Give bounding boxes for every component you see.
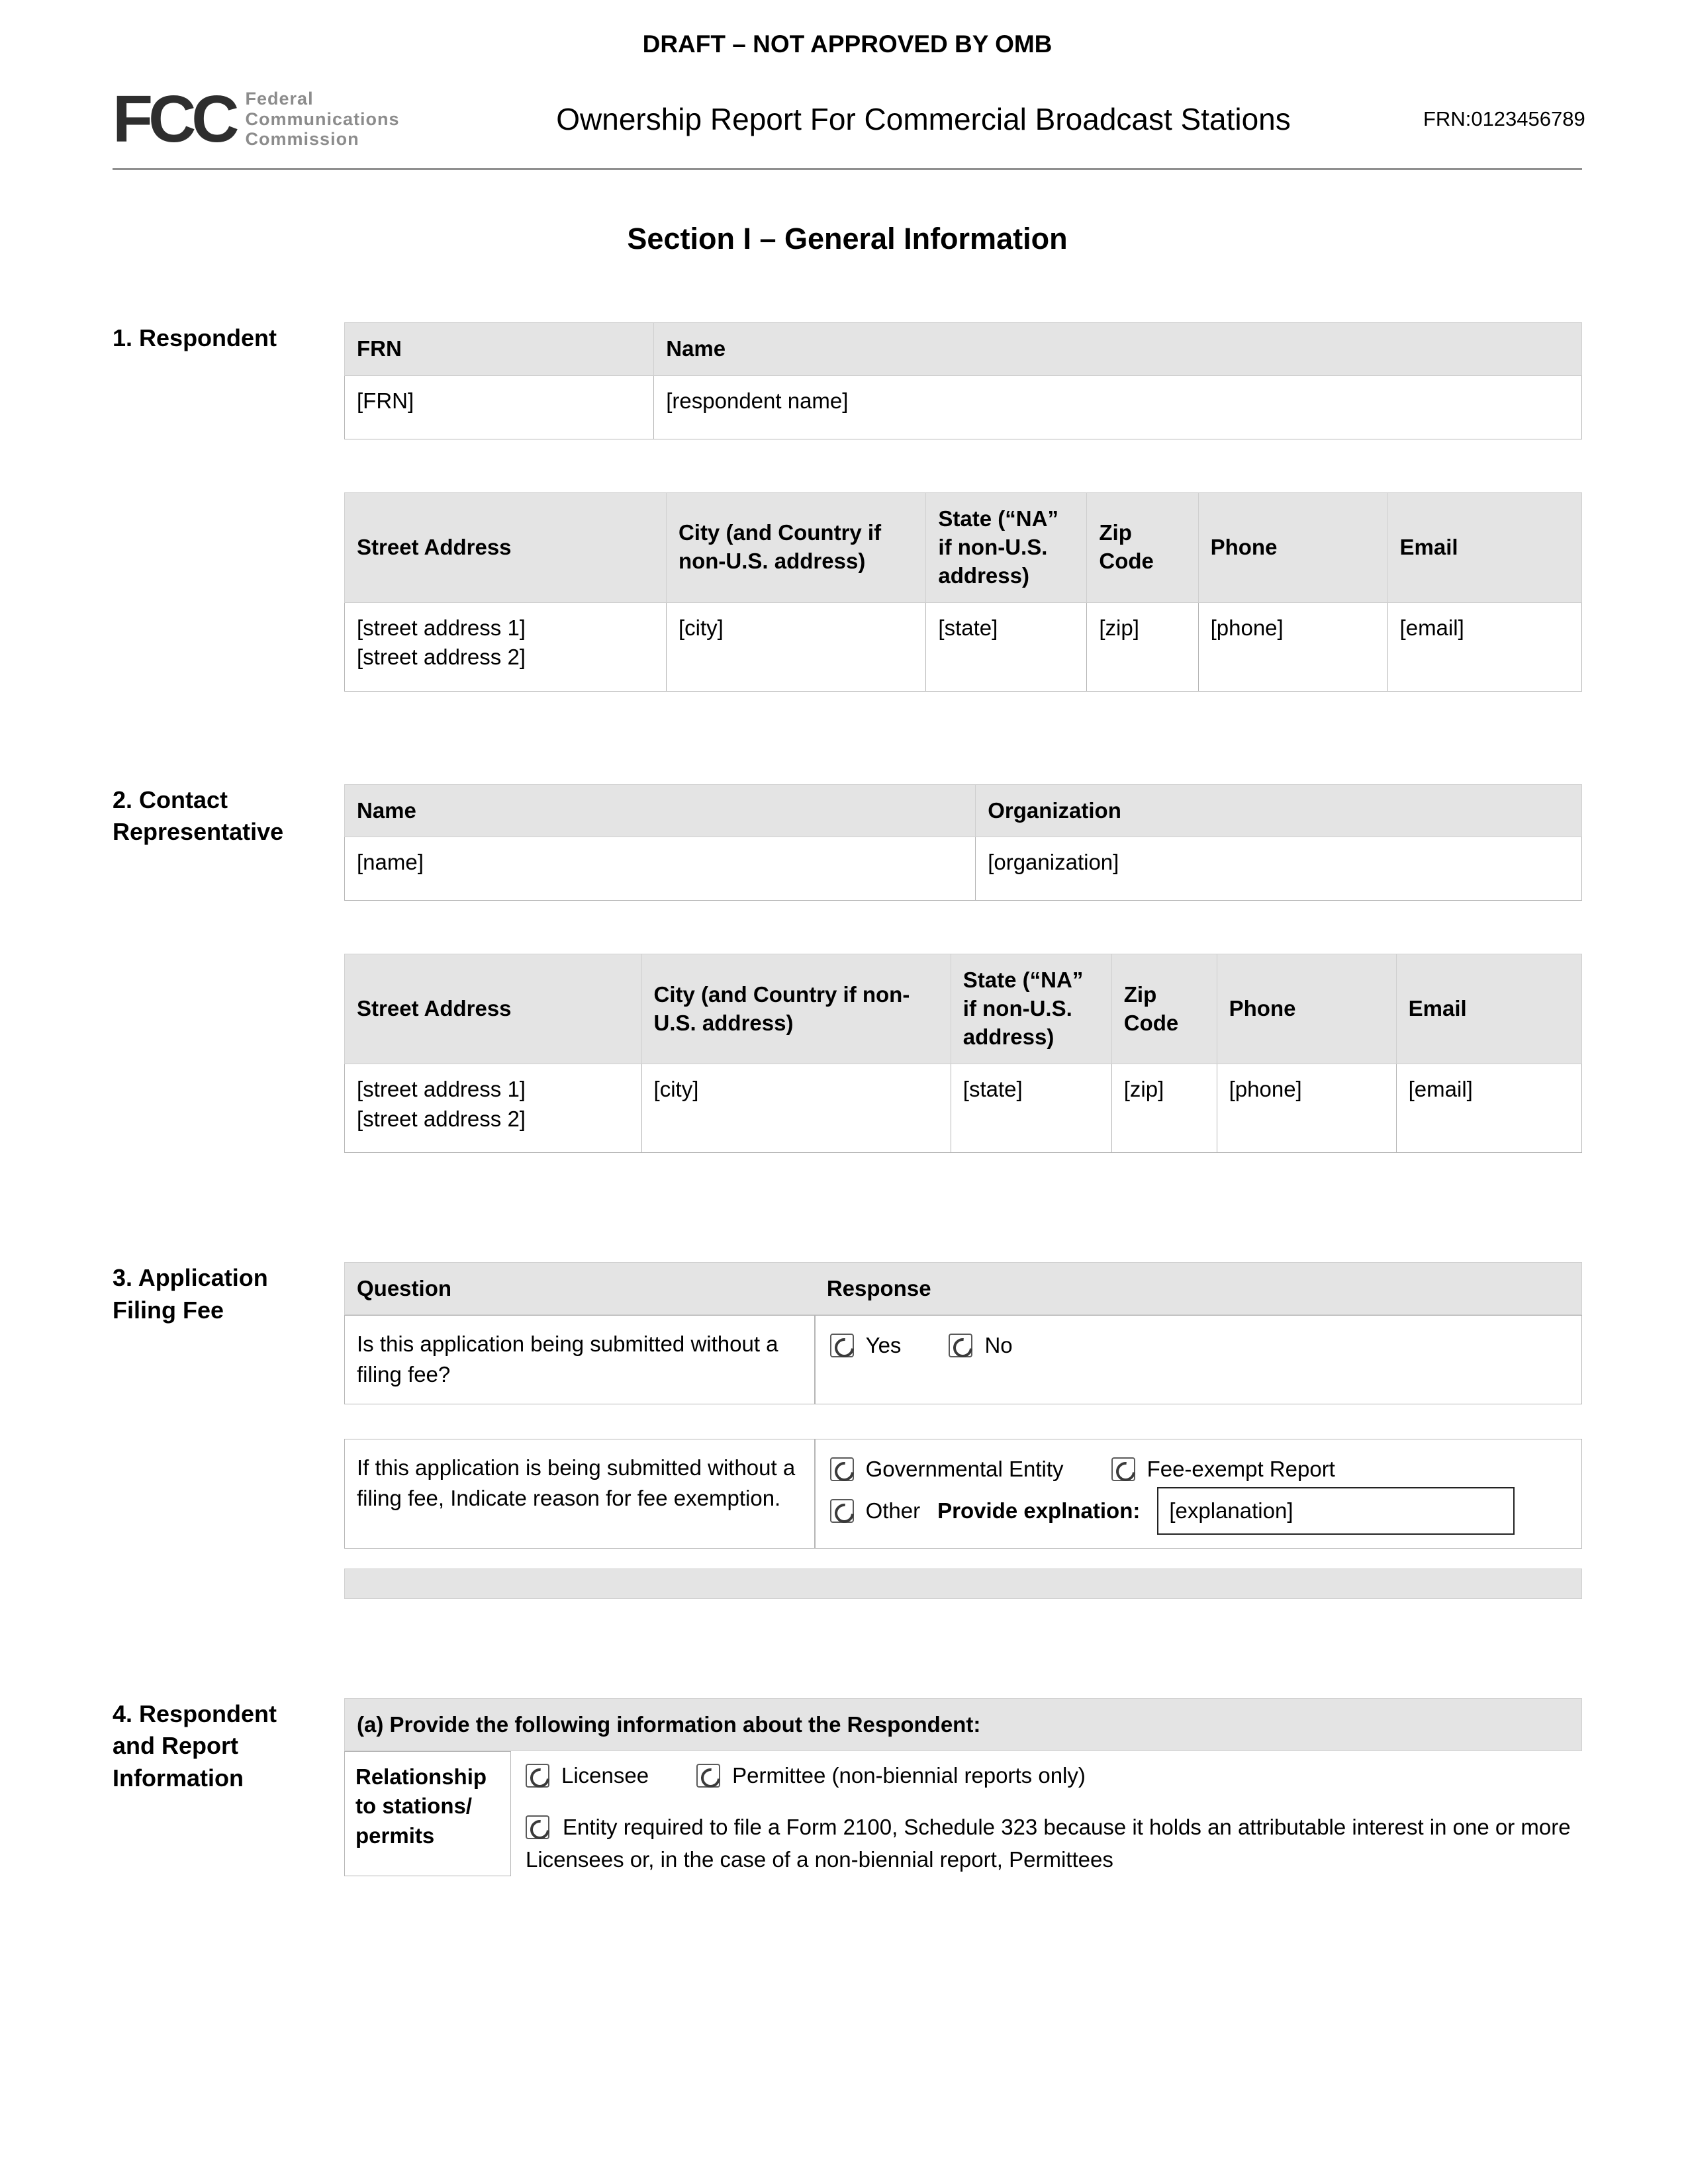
exemption-options-line-1: [830, 1457, 1567, 1482]
contact-street-header: Street Address: [345, 954, 642, 1064]
respondent-phone-field[interactable]: [phone]: [1198, 602, 1387, 691]
respondent-city-field[interactable]: [city]: [666, 602, 925, 691]
explanation-input[interactable]: [1157, 1487, 1515, 1535]
contact-section-label: 2. Contact Representative: [113, 786, 284, 846]
contact-street2-value: [street address 2]: [357, 1106, 526, 1131]
respondent-email-field[interactable]: [email]: [1387, 602, 1581, 691]
respondent-id-table: [344, 322, 1582, 439]
respondent-name-header: Name: [654, 323, 1582, 376]
filing-fee-section-label: 3. Application Filing Fee: [113, 1264, 268, 1324]
contact-city-header: City (and Country if non-U.S. address): [641, 954, 951, 1064]
contact-section-body: [344, 784, 1582, 1154]
contact-state-field[interactable]: [state]: [951, 1064, 1111, 1153]
filing-fee-question-2: If this application is being submitted without a filing fee, Indicate reason for fee exemption.: [344, 1439, 815, 1549]
filing-fee-question-1-row: [344, 1315, 1582, 1404]
section-respondent-report-info: [113, 1698, 1582, 1876]
respondent-address-table: [344, 492, 1582, 692]
fcc-logo: [113, 82, 424, 156]
contact-zip-header: Zip Code: [1111, 954, 1217, 1064]
fcc-logo-line-federal: Federal: [245, 88, 314, 109]
fcc-logo-letters: FCC: [113, 82, 235, 156]
respondent-name-field[interactable]: [respondent name]: [654, 375, 1582, 439]
fee-no-label: No: [984, 1333, 1013, 1358]
respondent-phone-header: Phone: [1198, 492, 1387, 602]
contact-phone-field[interactable]: [phone]: [1217, 1064, 1396, 1153]
respondent-info-section-body: [344, 1698, 1582, 1876]
fee-no-radio[interactable]: [949, 1334, 972, 1357]
respondent-street1-value: [street address 1]: [357, 615, 526, 640]
contact-street1-value: [street address 1]: [357, 1077, 526, 1102]
respondent-street-field[interactable]: [345, 602, 667, 691]
respondent-zip-header: Zip Code: [1087, 492, 1198, 602]
entity-radio[interactable]: [526, 1815, 549, 1839]
respondent-state-field[interactable]: [state]: [926, 602, 1087, 691]
filing-fee-table-footer-strip: [344, 1569, 1582, 1599]
respondent-street-header: Street Address: [345, 492, 667, 602]
question-column-header: Question: [357, 1276, 452, 1301]
permittee-radio[interactable]: [696, 1764, 720, 1788]
respondent-email-header: Email: [1387, 492, 1581, 602]
entity-label: Entity required to file a Form 2100, Schedule 323 because it holds an attributable interest in one or more Licensees or, in the case of a non-biennial report, Permittees: [526, 1814, 1571, 1872]
response-column-header: Response: [826, 1276, 931, 1301]
contact-address-table: [344, 954, 1582, 1153]
licensee-label: Licensee: [561, 1762, 649, 1788]
form-header: [113, 82, 1585, 156]
relationship-row: [344, 1751, 1582, 1876]
form-title: Ownership Report For Commercial Broadcast Stations: [556, 102, 1291, 136]
contact-id-table: [344, 784, 1582, 901]
entity-option: [526, 1811, 1582, 1876]
contact-city-field[interactable]: [city]: [641, 1064, 951, 1153]
contact-name-header: Name: [345, 784, 976, 837]
contact-street-field[interactable]: [345, 1064, 642, 1153]
exemption-options-line-2: [830, 1487, 1567, 1535]
filing-fee-question-2-row: [344, 1439, 1582, 1549]
contact-phone-header: Phone: [1217, 954, 1396, 1064]
filing-fee-question-1: Is this application being submitted without a filing fee?: [344, 1315, 815, 1404]
filing-fee-section-body: [344, 1262, 1582, 1598]
contact-organization-header: Organization: [976, 784, 1582, 837]
respondent-info-a-header: (a) Provide the following information about the Respondent:: [344, 1698, 1582, 1751]
fee-yes-label: Yes: [865, 1333, 902, 1358]
contact-email-field[interactable]: [email]: [1396, 1064, 1581, 1153]
governmental-entity-label: Governmental Entity: [865, 1456, 1064, 1481]
section-heading: Section I – General Information: [627, 222, 1068, 255]
filing-fee-response-1: [815, 1315, 1582, 1404]
contact-organization-field[interactable]: [organization]: [976, 837, 1582, 901]
fcc-logo-text: [246, 89, 400, 150]
frn-number: FRN:0123456789: [1423, 107, 1585, 130]
licensee-radio[interactable]: [526, 1764, 549, 1788]
fee-exempt-report-radio[interactable]: [1111, 1457, 1135, 1481]
section-filing-fee: [113, 1262, 1582, 1598]
respondent-section-label: 1. Respondent: [113, 324, 277, 351]
contact-state-header: State (“NA” if non-U.S. address): [951, 954, 1111, 1064]
draft-notice: DRAFT – NOT APPROVED BY OMB: [642, 30, 1053, 58]
respondent-zip-field[interactable]: [zip]: [1087, 602, 1198, 691]
contact-email-header: Email: [1396, 954, 1581, 1064]
respondent-city-header: City (and Country if non-U.S. address): [666, 492, 925, 602]
respondent-street2-value: [street address 2]: [357, 645, 526, 670]
relationship-label: Relationship to stations/ permits: [344, 1751, 511, 1876]
filing-fee-response-2: [815, 1439, 1582, 1549]
relationship-options: [511, 1751, 1582, 1876]
respondent-frn-header: FRN: [345, 323, 654, 376]
permittee-label: Permittee (non-biennial reports only): [732, 1762, 1086, 1788]
fee-exempt-report-label: Fee-exempt Report: [1147, 1456, 1335, 1481]
respondent-state-header: State (“NA” if non-U.S. address): [926, 492, 1087, 602]
other-reason-radio[interactable]: [830, 1499, 854, 1523]
other-reason-label: Other: [865, 1498, 921, 1523]
governmental-entity-radio[interactable]: [830, 1457, 854, 1481]
contact-name-field[interactable]: [name]: [345, 837, 976, 901]
relationship-options-line-1: [526, 1763, 1582, 1788]
header-divider: [113, 168, 1582, 170]
respondent-info-section-label: 4. Respondent and Report Information: [113, 1700, 277, 1792]
fcc-logo-line-communications: Communications: [245, 109, 400, 129]
respondent-frn-field[interactable]: [FRN]: [345, 375, 654, 439]
provide-explanation-label: Provide explnation:: [937, 1498, 1141, 1523]
fee-yes-radio[interactable]: [830, 1334, 854, 1357]
section-respondent: [113, 322, 1582, 692]
contact-zip-field[interactable]: [zip]: [1111, 1064, 1217, 1153]
respondent-section-body: [344, 322, 1582, 692]
section-contact-representative: [113, 784, 1582, 1154]
fcc-logo-line-commission: Commission: [245, 129, 359, 150]
yes-no-options: [830, 1333, 1567, 1358]
filing-fee-table-header: [344, 1262, 1582, 1315]
